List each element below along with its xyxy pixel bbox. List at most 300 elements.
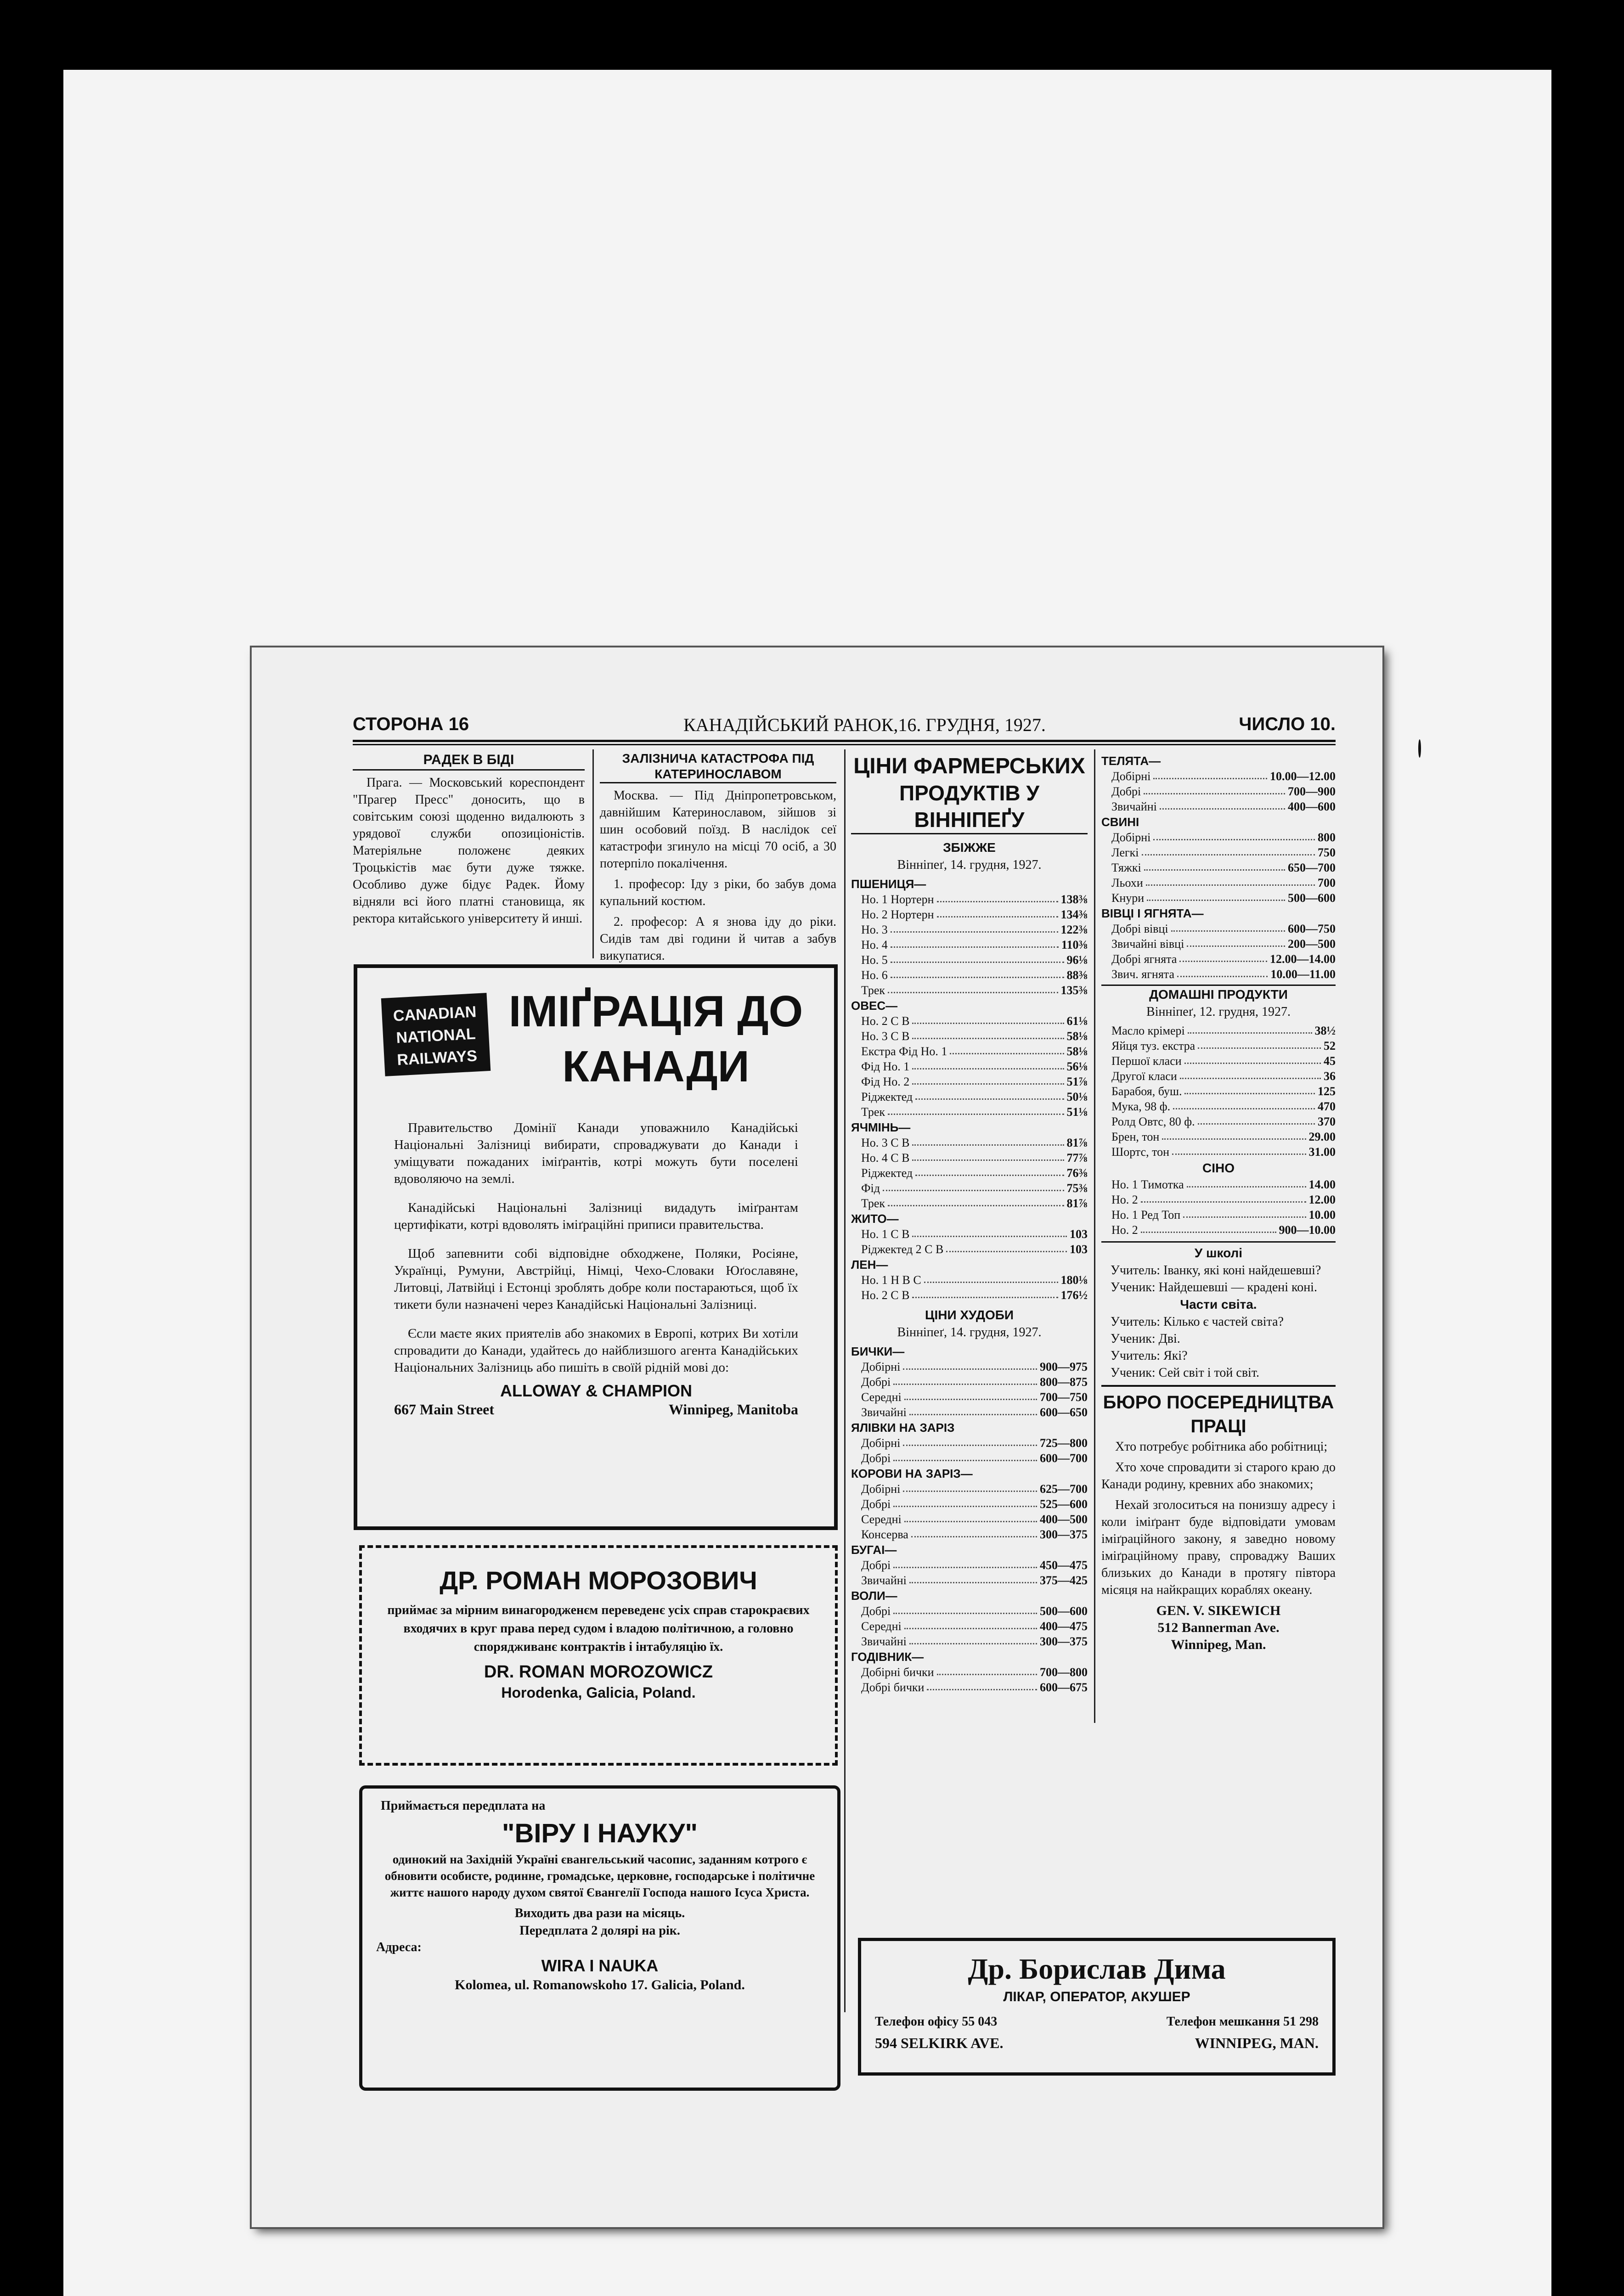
- price-row: [851, 952, 1088, 968]
- price-value: 625—700: [1040, 1482, 1088, 1496]
- price-label: Но. 1 Тимотка: [1111, 1178, 1184, 1191]
- price-label: Брен, тон: [1111, 1130, 1160, 1143]
- price-value: 800: [1318, 831, 1336, 844]
- price-row: [1101, 967, 1336, 982]
- price-label: Добрі: [861, 1375, 891, 1389]
- price-row: [1101, 1222, 1336, 1238]
- price-row: [1101, 1099, 1336, 1114]
- price-label: Першої класи: [1111, 1054, 1182, 1068]
- price-row: [851, 1680, 1088, 1695]
- price-value: 45: [1324, 1054, 1336, 1068]
- dot-leader: [888, 1104, 1064, 1115]
- price-value: 103: [1070, 1243, 1088, 1256]
- school-joke: [1101, 1241, 1336, 1381]
- price-value: 370: [1318, 1115, 1336, 1128]
- price-label: Добірні: [861, 1482, 901, 1496]
- price-row: [851, 1227, 1088, 1242]
- dot-leader: [891, 952, 1064, 963]
- price-label: Добрі: [861, 1604, 891, 1618]
- price-group-label: ТЕЛЯТА—: [1101, 754, 1161, 768]
- price-value: 10.00: [1308, 1208, 1336, 1221]
- price-label: Кнури: [1111, 891, 1145, 905]
- price-value: 31.00: [1308, 1145, 1336, 1159]
- dot-leader: [904, 1512, 1037, 1522]
- price-value: 50⅛: [1066, 1090, 1088, 1103]
- price-row: [851, 907, 1088, 922]
- ad-title: ДР. РОМАН МОРОЗОВИЧ: [440, 1566, 757, 1595]
- dot-leader: [904, 1390, 1037, 1400]
- page-header: [353, 714, 1336, 742]
- price-row: [851, 1104, 1088, 1120]
- price-group-label: БУГАІ—: [851, 1543, 897, 1557]
- ad-phones: [875, 2014, 1319, 2030]
- price-row: [1101, 890, 1336, 906]
- price-value: 300—375: [1040, 1528, 1088, 1541]
- price-label: Середні: [861, 1513, 902, 1526]
- price-row: [1101, 860, 1336, 875]
- price-label: Но. 6: [861, 968, 888, 982]
- price-row: [851, 983, 1088, 998]
- dot-leader: [912, 1074, 1064, 1085]
- dot-leader: [950, 1044, 1064, 1054]
- price-row: [851, 1451, 1088, 1466]
- price-row: [1101, 1069, 1336, 1084]
- ad-title: БЮРО ПОСЕРЕДНИЦТВА ПРАЦІ: [1103, 1392, 1334, 1436]
- article-body: Москва. — Під Дніпропетровськом, давнійшим Катеринославом, зійшов зі шин особовий поїзд. В наслідок сеї катастрофи згинуло на місці 70 осіб, а 30 потерпіло покалічення.: [600, 788, 836, 871]
- price-value: 700—900: [1288, 785, 1336, 798]
- bureau-ad: [1101, 1385, 1336, 1653]
- ad-frequency: Виходить два рази на місяць.: [514, 1906, 685, 1920]
- price-row: [1101, 784, 1336, 799]
- price-value: 500—600: [1040, 1604, 1088, 1618]
- price-row: [1101, 921, 1336, 936]
- header-rule: [353, 744, 1336, 745]
- section-date: Вінніпеґ, 14. грудня, 1927.: [897, 858, 1042, 872]
- price-label: Но. 2 Нортерн: [861, 908, 934, 921]
- livestock-price-list: [1101, 753, 1336, 982]
- joke-line: Ученик: Дві.: [1111, 1332, 1180, 1346]
- section-title: ДОМАШНІ ПРОДУКТИ: [1101, 985, 1336, 1003]
- price-value: 700: [1318, 876, 1336, 889]
- price-row: [851, 1135, 1088, 1150]
- price-group: [851, 1542, 1088, 1588]
- joke-line: Учитель: Іванку, які коні найдешевші?: [1111, 1263, 1321, 1277]
- price-row: [1101, 1144, 1336, 1159]
- price-value: 14.00: [1308, 1178, 1336, 1191]
- section-title: СІНО: [1202, 1161, 1235, 1175]
- price-label: Трек: [861, 1197, 885, 1210]
- price-row: [851, 1074, 1088, 1089]
- price-group: [851, 1588, 1088, 1649]
- price-row: [1101, 830, 1336, 845]
- price-label: Но. 3: [861, 923, 888, 936]
- price-value: 12.00—14.00: [1270, 952, 1336, 966]
- dot-leader: [1188, 1023, 1312, 1034]
- price-value: 470: [1318, 1100, 1336, 1113]
- dot-leader: [883, 1181, 1064, 1191]
- price-value: 400—600: [1288, 800, 1336, 813]
- price-label: Звичайні: [1111, 800, 1157, 813]
- price-value: 135⅜: [1060, 984, 1088, 997]
- price-label: Звичайні: [861, 1406, 907, 1419]
- issue-number: ЧИСЛО 10.: [1239, 714, 1336, 734]
- price-row: [851, 1512, 1088, 1527]
- price-label: Звичайні вівці: [1111, 937, 1184, 951]
- price-value: 300—375: [1040, 1635, 1088, 1648]
- price-label: Ріджектед: [861, 1090, 913, 1103]
- joke-line: Ученик: Сей світ і той світ.: [1111, 1366, 1259, 1380]
- price-row: [1101, 1084, 1336, 1099]
- price-label: Екстра Фід Но. 1: [861, 1045, 947, 1058]
- hay-price-list: [1101, 1177, 1336, 1238]
- price-label: Но. 2: [1111, 1193, 1138, 1206]
- dot-leader: [891, 922, 1058, 933]
- price-value: 125: [1318, 1085, 1336, 1098]
- dot-leader: [1144, 784, 1285, 794]
- dot-leader: [915, 1089, 1064, 1100]
- dot-leader: [1171, 921, 1285, 932]
- price-label: Другої класи: [1111, 1069, 1177, 1083]
- ad-address-label: Адреса:: [376, 1940, 422, 1954]
- price-label: Трек: [861, 984, 885, 997]
- price-label: Ріджектед 2 С В: [861, 1243, 944, 1256]
- dot-leader: [891, 937, 1059, 948]
- price-label: Льохи: [1111, 876, 1143, 889]
- article-body: Прага. — Московський кореспондент "Прагер Пресс" доносить, що в совітським союзі щоденно видалюють з урядової служби опозиціоністів. Матеріяльне положенє деяких Троцькістів має бути дуже тяжке. Особливо дуже бідує Радек. Йому відняли всі його платні становища, як ректора китайського університету й инші.: [353, 776, 585, 926]
- price-group: [851, 1420, 1088, 1466]
- dot-leader: [903, 1481, 1037, 1492]
- price-value: 10.00—12.00: [1270, 770, 1336, 783]
- dot-leader: [1142, 845, 1315, 855]
- price-row: [1101, 1038, 1336, 1053]
- price-row: [851, 1150, 1088, 1165]
- price-row: [1101, 799, 1336, 814]
- price-row: [851, 892, 1088, 907]
- dot-leader: [1187, 936, 1285, 947]
- price-label: Консерва: [861, 1528, 908, 1541]
- ad-name: GEN. V. SIKEWICH: [1156, 1603, 1281, 1618]
- price-group: [1101, 906, 1336, 982]
- price-row: [851, 1481, 1088, 1497]
- ad-title: КАНАДИ: [562, 1042, 750, 1091]
- price-value: 61⅛: [1066, 1014, 1088, 1028]
- prices-title: ЦІНИ ФАРМЕРСЬКИХ: [853, 754, 1085, 778]
- price-row: [1101, 1129, 1336, 1144]
- price-group-label: ОВЕС—: [851, 999, 898, 1013]
- ad-address: 512 Bannerman Ave.: [1157, 1620, 1280, 1635]
- price-group: [851, 1257, 1088, 1303]
- price-value: 725—800: [1040, 1436, 1088, 1450]
- price-row: [851, 1390, 1088, 1405]
- price-group-label: ВІВЦІ І ЯГНЯТА—: [1101, 906, 1204, 920]
- price-group: [851, 1120, 1088, 1211]
- cnr-logo: [381, 993, 491, 1076]
- price-row: [851, 1604, 1088, 1619]
- joke-line: 1. професор: Іду з ріки, бо забув дома купальний костюм.: [600, 877, 836, 908]
- dot-leader: [1183, 1207, 1306, 1218]
- price-label: Середні: [861, 1390, 902, 1404]
- price-group: [851, 1649, 1088, 1695]
- price-label: Но. 5: [861, 953, 888, 967]
- dot-leader: [927, 1680, 1037, 1690]
- dot-leader: [937, 892, 1058, 902]
- logo-line: RAILWAYS: [396, 1047, 478, 1069]
- price-value: 700—750: [1040, 1390, 1088, 1404]
- ad-body: одинокий на Західній Україні євангельський часопис, заданням котрого є обновити особисте, родинне, громадське, церковне, господарське і політичне життє нашого народу духом святої Євангелії Господа нашого Ісуса Христа.: [384, 1852, 815, 1899]
- price-label: Звичайні: [861, 1574, 907, 1587]
- ad-city: Winnipeg, Man.: [1171, 1637, 1266, 1652]
- ad-paragraph: Правительство Домінії Канади уповажнило Канадійські Національні Залізниці вибирати, спроваджувати до Канади і уміщувати пожаданих іміґрантів, котрі можуть бути поселені вдоволяючо на землі.: [394, 1120, 798, 1186]
- price-value: 81⅞: [1066, 1197, 1088, 1210]
- dot-leader: [912, 1029, 1064, 1039]
- price-label: Но. 1 Нортерн: [861, 893, 934, 906]
- price-row: [851, 1527, 1088, 1542]
- price-row: [851, 1497, 1088, 1512]
- joke-line: 2. професор: А я знова іду до ріки. Сидів там дві години й читав а забув викупатися.: [600, 915, 836, 963]
- price-label: Но. 3 С В: [861, 1136, 910, 1149]
- dot-leader: [1184, 1084, 1315, 1094]
- price-value: 200—500: [1288, 937, 1336, 951]
- price-value: 450—475: [1040, 1559, 1088, 1572]
- cattle-price-list: [851, 1344, 1088, 1695]
- dot-leader: [1198, 1038, 1321, 1049]
- film-tick-mark: [1418, 739, 1421, 758]
- dot-leader: [1184, 1053, 1321, 1064]
- price-label: Но. 2 С В: [861, 1289, 910, 1302]
- price-label: Добірні: [861, 1436, 901, 1450]
- dot-leader: [903, 1359, 1037, 1370]
- dot-leader: [937, 1665, 1037, 1675]
- home-phone: Телефон мешкання 51 298: [1166, 2015, 1319, 2029]
- price-label: Яйця туз. екстра: [1111, 1039, 1195, 1052]
- dot-leader: [909, 1405, 1037, 1415]
- price-row: [851, 1405, 1088, 1420]
- price-value: 58⅛: [1066, 1030, 1088, 1043]
- dot-leader: [893, 1604, 1037, 1614]
- price-row: [851, 1619, 1088, 1634]
- joke-line: Ученик: Найдешевші — краденi коні.: [1111, 1280, 1317, 1294]
- dot-leader: [1141, 1222, 1276, 1233]
- price-row: [1101, 1207, 1336, 1222]
- price-value: 525—600: [1040, 1497, 1088, 1511]
- dot-leader: [912, 1288, 1058, 1298]
- dot-leader: [888, 1196, 1064, 1206]
- page-number: СТОРОНА 16: [353, 714, 469, 734]
- price-value: 900—975: [1040, 1360, 1088, 1373]
- dot-leader: [912, 1227, 1067, 1237]
- prices-title: ПРОДУКТІВ У ВІННІПЕҐУ: [851, 780, 1088, 834]
- price-label: Звичайні: [861, 1635, 907, 1648]
- price-value: 180⅛: [1060, 1273, 1088, 1287]
- price-value: 75⅜: [1066, 1182, 1088, 1195]
- price-label: Но. 3 С В: [861, 1030, 910, 1043]
- price-value: 800—875: [1040, 1375, 1088, 1389]
- dot-leader: [1187, 1177, 1306, 1187]
- ad-org: WIRA I NAUKA: [541, 1956, 659, 1975]
- price-label: Добрі бички: [861, 1681, 925, 1694]
- price-value: 56⅛: [1066, 1060, 1088, 1073]
- price-value: 750: [1318, 846, 1336, 859]
- price-group-label: БИЧКИ—: [851, 1345, 905, 1358]
- home-products-list: [1101, 1023, 1336, 1159]
- price-label: Добірні: [861, 1360, 901, 1373]
- price-label: Фід Но. 2: [861, 1075, 910, 1088]
- price-label: Тяжкі: [1111, 861, 1141, 874]
- price-label: Добрі вівці: [1111, 922, 1168, 935]
- price-value: 500—600: [1288, 891, 1336, 905]
- price-value: 81⅞: [1066, 1136, 1088, 1149]
- price-row: [851, 1435, 1088, 1451]
- price-value: 122⅜: [1060, 923, 1088, 936]
- dot-leader: [1180, 1069, 1321, 1079]
- price-label: Но. 1 Ред Топ: [1111, 1208, 1181, 1221]
- ad-paragraph: Щоб запевнити собі відповідне обходжене, Поляки, Росіяне, Українці, Румуни, Австрійці, Німці, Чехо-Словаки Юґославяне, Литовці, Латвійці і Естонці зроблять добре коли постараються, щоб їх тикети були назначені через Канадійські Національні Залізниці.: [394, 1246, 798, 1312]
- price-row: [851, 922, 1088, 937]
- ad-street: 667 Main Street: [394, 1401, 495, 1418]
- price-label: Звич. ягнята: [1111, 968, 1175, 981]
- ad-paragraph: Єсли маєте яких приятелів або знакомих в Европі, котрих Ви хотіли спровадити до Канади, удайтесь до найблизшого агента Канадійських Національних Залізниць або пишіть в своїй рідній мові до:: [394, 1326, 798, 1375]
- price-row: [1101, 1114, 1336, 1129]
- dot-leader: [915, 1165, 1064, 1176]
- logo-line: NATIONAL: [395, 1025, 476, 1047]
- price-value: 38½: [1314, 1024, 1336, 1037]
- price-row: [1101, 875, 1336, 890]
- price-row: [851, 1573, 1088, 1588]
- dot-leader: [1153, 830, 1315, 840]
- price-row: [851, 1013, 1088, 1029]
- dot-leader: [1160, 799, 1285, 810]
- dot-leader: [904, 1619, 1037, 1629]
- ad-address-row: [875, 2035, 1319, 2051]
- price-value: 700—800: [1040, 1666, 1088, 1679]
- grain-price-list: [851, 876, 1088, 1303]
- ad-address: Kolomea, ul. Romanowskoho 17. Galicia, Poland.: [455, 1977, 745, 1992]
- price-label: Но. 1 С В: [861, 1227, 910, 1241]
- price-value: 76⅜: [1066, 1166, 1088, 1180]
- price-value: 138⅜: [1060, 893, 1088, 906]
- price-value: 375—425: [1040, 1574, 1088, 1587]
- price-label: Но. 2: [1111, 1223, 1138, 1237]
- column-rule: [592, 749, 594, 958]
- ad-agent: ALLOWAY & CHAMPION: [500, 1381, 693, 1400]
- price-label: Легкі: [1111, 846, 1139, 859]
- ad-paragraph: Нехай зголоситься на понизшу адресу і коли іміґрант буде відповідати умовам іміґраційного закону, я заведно новому іміґраційному праву, спроваджу Ваших близьких до Канади в протягу півтора місяця на найкращих кораблях океану.: [1101, 1498, 1336, 1597]
- price-label: Добірні бички: [861, 1666, 934, 1679]
- price-value: 600—650: [1040, 1406, 1088, 1419]
- office-phone: Телефон офісу 55 043: [875, 2015, 998, 2029]
- dot-leader: [909, 1573, 1037, 1583]
- ad-body: [394, 1120, 798, 1418]
- dot-leader: [912, 1150, 1064, 1161]
- price-label: Добрі: [861, 1452, 891, 1465]
- price-row: [851, 1196, 1088, 1211]
- price-group: [1101, 753, 1336, 814]
- price-label: Фід Но. 1: [861, 1060, 910, 1073]
- ad-body: приймає за мірним винагородженєм переведенє усіх справ старокраєвих входячих в круг права перед судом і владою політичною, а головно спорядживанє контрактів і інтабуляцію їх.: [387, 1603, 810, 1654]
- ad-paragraph: Хто потребує робітника або робітниці;: [1115, 1440, 1328, 1454]
- ad-place: Horodenka, Galicia, Poland.: [501, 1684, 696, 1701]
- price-group: [851, 1466, 1088, 1542]
- cnr-immigration-ad: [354, 964, 838, 1530]
- section-title: ЗБІЖЖЕ: [943, 840, 996, 855]
- ad-name: DR. ROMAN MOROZOWICZ: [484, 1662, 713, 1682]
- ad-address: 594 SELKIRK AVE.: [875, 2035, 1004, 2051]
- ad-city: WINNIPEG, MAN.: [1195, 2035, 1319, 2051]
- dot-leader: [946, 1242, 1067, 1252]
- price-label: Шортс, тон: [1111, 1145, 1170, 1159]
- joke-line: Учитель: Кілько є частей світа?: [1111, 1315, 1284, 1329]
- price-label: Трек: [861, 1105, 885, 1119]
- morozovych-ad: [359, 1545, 838, 1766]
- price-group-label: ЖИТО—: [851, 1212, 899, 1226]
- price-row: [851, 1029, 1088, 1044]
- right-column: [1101, 753, 1336, 1653]
- article-title: РАДЕК В БІДІ: [353, 751, 585, 771]
- joke-title: Части світа.: [1180, 1297, 1257, 1311]
- joke-title: У школі: [1194, 1246, 1243, 1260]
- dot-leader: [893, 1451, 1037, 1461]
- price-group: [851, 998, 1088, 1120]
- price-value: 58⅛: [1066, 1045, 1088, 1058]
- article-radek: [353, 751, 585, 931]
- vira-i-nauka-ad: [359, 1785, 840, 2091]
- price-value: 88⅜: [1066, 968, 1088, 982]
- price-row: [1101, 1177, 1336, 1192]
- price-group-label: ПШЕНИЦЯ—: [851, 877, 926, 891]
- price-label: Добірні: [1111, 831, 1151, 844]
- dot-leader: [937, 907, 1058, 917]
- price-row: [851, 1634, 1088, 1649]
- dot-leader: [1177, 967, 1268, 977]
- price-row: [851, 1665, 1088, 1680]
- dot-leader: [912, 1059, 1064, 1069]
- price-label: Фід: [861, 1182, 880, 1195]
- price-row: [851, 1288, 1088, 1303]
- ad-title: "ВІРУ І НАУКУ": [502, 1818, 698, 1848]
- price-row: [851, 937, 1088, 952]
- price-label: Середні: [861, 1620, 902, 1633]
- price-label: Но. 4 С В: [861, 1151, 910, 1165]
- price-label: Добрі: [1111, 785, 1141, 798]
- dot-leader: [1144, 860, 1285, 871]
- price-row: [851, 1359, 1088, 1374]
- price-label: Ролд Овтс, 80 ф.: [1111, 1115, 1195, 1128]
- dot-leader: [1141, 1192, 1306, 1203]
- column-rule: [844, 749, 846, 2012]
- price-group-label: КОРОВИ НА ЗАРІЗ—: [851, 1467, 973, 1480]
- dot-leader: [888, 983, 1058, 993]
- price-value: 110⅜: [1061, 938, 1088, 951]
- dot-leader: [909, 1634, 1037, 1644]
- market-prices: [851, 753, 1088, 1695]
- ad-paragraph: Хто хоче спровадити зі старого краю до Канади родину, кревних або знакомих;: [1101, 1460, 1336, 1491]
- price-value: 176½: [1060, 1289, 1088, 1302]
- dot-leader: [1172, 1144, 1306, 1155]
- price-row: [1101, 769, 1336, 784]
- price-row: [1101, 1192, 1336, 1207]
- ad-title: ІМІҐРАЦІЯ ДО: [508, 987, 803, 1036]
- price-row: [851, 1242, 1088, 1257]
- price-label: Масло крімері: [1111, 1024, 1185, 1037]
- price-label: Добірні: [1111, 770, 1151, 783]
- article-title: ЗАЛІЗНИЧА КАТАСТРОФА ПІД КАТЕРИНОСЛАВОМ: [600, 751, 836, 783]
- dot-leader: [893, 1374, 1037, 1385]
- price-value: 650—700: [1288, 861, 1336, 874]
- price-label: Добрі: [861, 1497, 891, 1511]
- price-label: Ріджектед: [861, 1166, 913, 1180]
- dot-leader: [1146, 875, 1315, 886]
- price-row: [851, 1272, 1088, 1288]
